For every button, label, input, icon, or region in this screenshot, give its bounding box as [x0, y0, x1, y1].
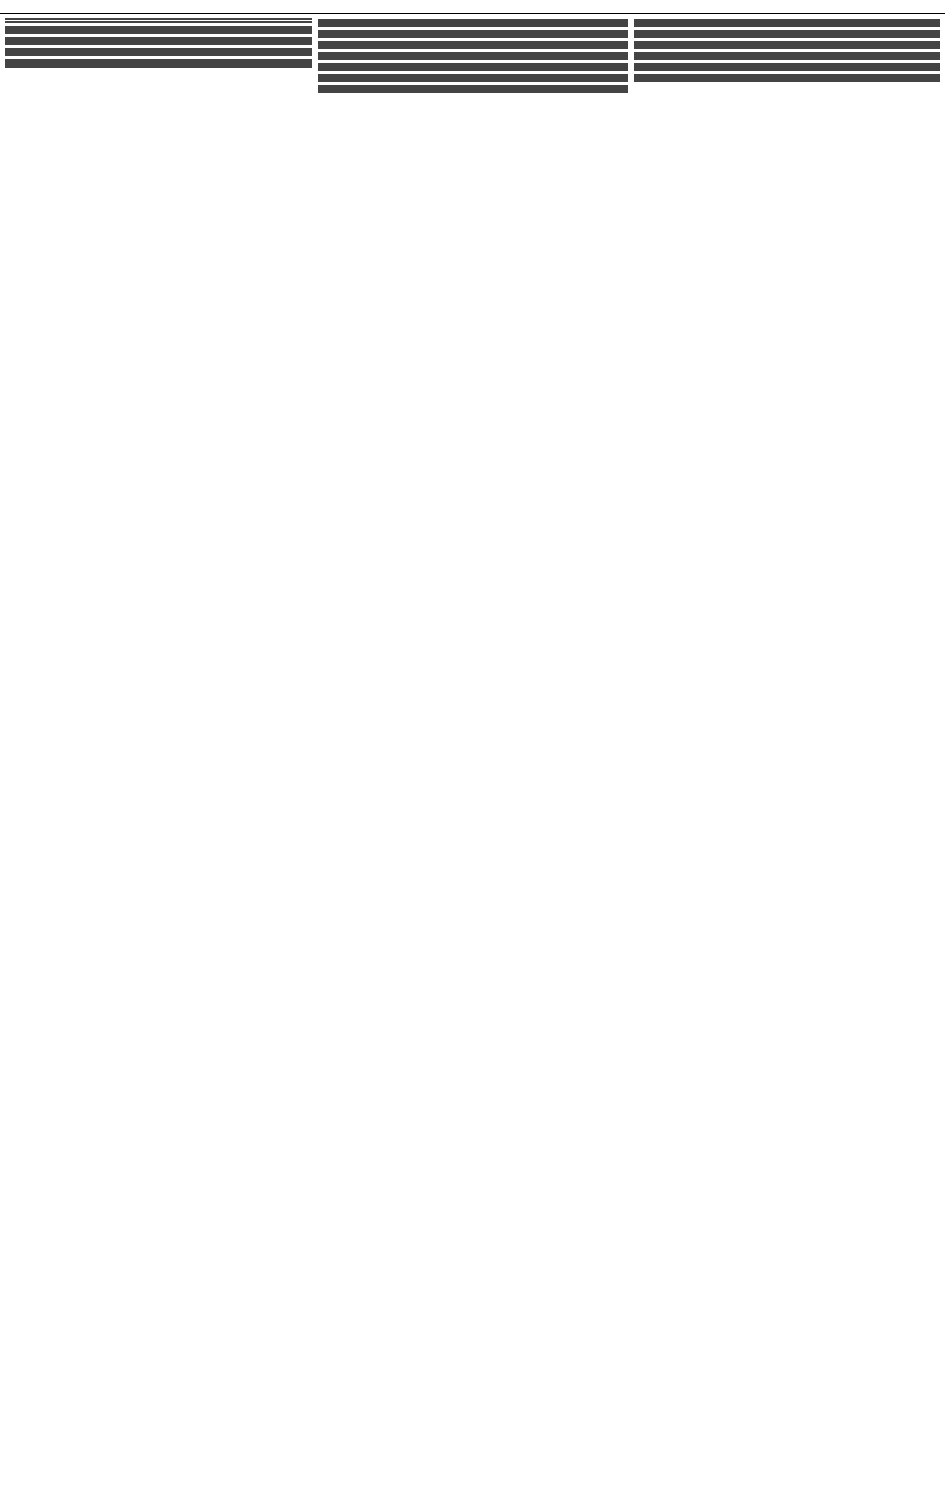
table-row: [635, 48, 940, 49]
row-letter: [635, 26, 648, 27]
row-value: [748, 26, 940, 27]
row-letter: [635, 59, 648, 60]
row-question: [19, 67, 119, 68]
row-question: [332, 37, 432, 38]
row-question: [332, 48, 432, 49]
row-question: [19, 33, 89, 34]
row-letter: [319, 70, 332, 71]
row-letter: [319, 81, 332, 82]
row-value: [432, 48, 628, 49]
row-value: [267, 33, 312, 34]
table-row: [319, 59, 628, 60]
column-right: [634, 16, 940, 82]
table-row: [319, 26, 628, 27]
appendix-table: [318, 85, 628, 93]
table-row: [319, 48, 628, 49]
appendix-table: [5, 37, 312, 45]
row-value: [748, 81, 940, 82]
row-question: [332, 26, 432, 27]
convicted-header: [22, 22, 119, 23]
table-row: [319, 92, 628, 93]
appendix-table: [5, 66, 312, 68]
row-question: [648, 26, 748, 27]
convicted-header: [6, 22, 22, 23]
convicted-header: [215, 22, 312, 23]
row-question: [332, 92, 432, 93]
row-question: [332, 70, 432, 71]
row-letter: [635, 70, 648, 71]
row-question: [648, 48, 748, 49]
appendix-table: [634, 63, 940, 71]
appendix-table: [634, 30, 940, 38]
row-value: [432, 59, 628, 60]
table-row: [6, 22, 312, 23]
appendix-table: [318, 52, 628, 60]
convicted-header: [118, 22, 215, 23]
row-letter: [635, 81, 648, 82]
table-row: [319, 81, 628, 82]
row-value: [119, 67, 312, 68]
table-row: [6, 33, 312, 34]
appendix-table: [634, 41, 940, 49]
row-question: [648, 70, 748, 71]
row-letter: [319, 59, 332, 60]
row-value: [222, 33, 267, 34]
row-value: [432, 81, 628, 82]
table-row: [319, 37, 628, 38]
column-left: [5, 16, 312, 68]
pending-header: [6, 19, 22, 20]
row-question: [648, 81, 748, 82]
appendix-table: [634, 52, 940, 60]
row-value: [119, 44, 312, 45]
row-value: [748, 70, 940, 71]
appendix-table: [318, 41, 628, 49]
row-letter: [635, 37, 648, 38]
appendix-1-table: [5, 26, 312, 34]
table-row: [319, 70, 628, 71]
pending-header: [222, 19, 312, 20]
appendix-table: [5, 59, 312, 66]
row-value: [432, 70, 628, 71]
appendix-table: [634, 19, 940, 27]
row-value: [748, 48, 940, 49]
row-letter: [6, 44, 19, 45]
pending-table: [5, 18, 312, 20]
row-question: [19, 44, 119, 45]
row-question: [332, 81, 432, 82]
row-letter: [319, 48, 332, 49]
table-row: [635, 59, 940, 60]
row-value: [432, 92, 628, 93]
row-question: [332, 59, 432, 60]
row-value: [177, 33, 222, 34]
table-row: [6, 44, 312, 45]
row-question: [648, 59, 748, 60]
appendix-table: [634, 74, 940, 82]
convicted-table: [5, 21, 312, 23]
row-value: [119, 55, 312, 56]
row-letter: [319, 92, 332, 93]
row-letter: [6, 67, 19, 68]
row-value: [432, 37, 628, 38]
pending-header: [155, 19, 222, 20]
row-value: [89, 33, 177, 34]
appendix-table: [5, 48, 312, 56]
table-row: [635, 37, 940, 38]
table-row: [635, 70, 940, 71]
row-letter: [6, 55, 19, 56]
table-row: [6, 55, 312, 56]
row-value: [748, 59, 940, 60]
row-value: [748, 37, 940, 38]
table-row: [6, 19, 312, 20]
column-middle: [318, 16, 628, 93]
appendix-table: [318, 74, 628, 82]
row-letter: [635, 48, 648, 49]
newspaper-masthead: [0, 0, 945, 14]
row-letter: [319, 37, 332, 38]
table-row: [635, 26, 940, 27]
pending-header: [22, 19, 89, 20]
pending-header: [88, 19, 155, 20]
appendix-table: [318, 30, 628, 38]
row-letter: [319, 26, 332, 27]
appendix-table: [318, 19, 628, 27]
row-value: [432, 26, 628, 27]
column-left-appendices: [5, 37, 312, 68]
appendix-table: [318, 63, 628, 71]
row-letter: [6, 33, 19, 34]
row-question: [19, 55, 119, 56]
table-row: [6, 67, 312, 68]
row-question: [648, 37, 748, 38]
table-row: [635, 81, 940, 82]
